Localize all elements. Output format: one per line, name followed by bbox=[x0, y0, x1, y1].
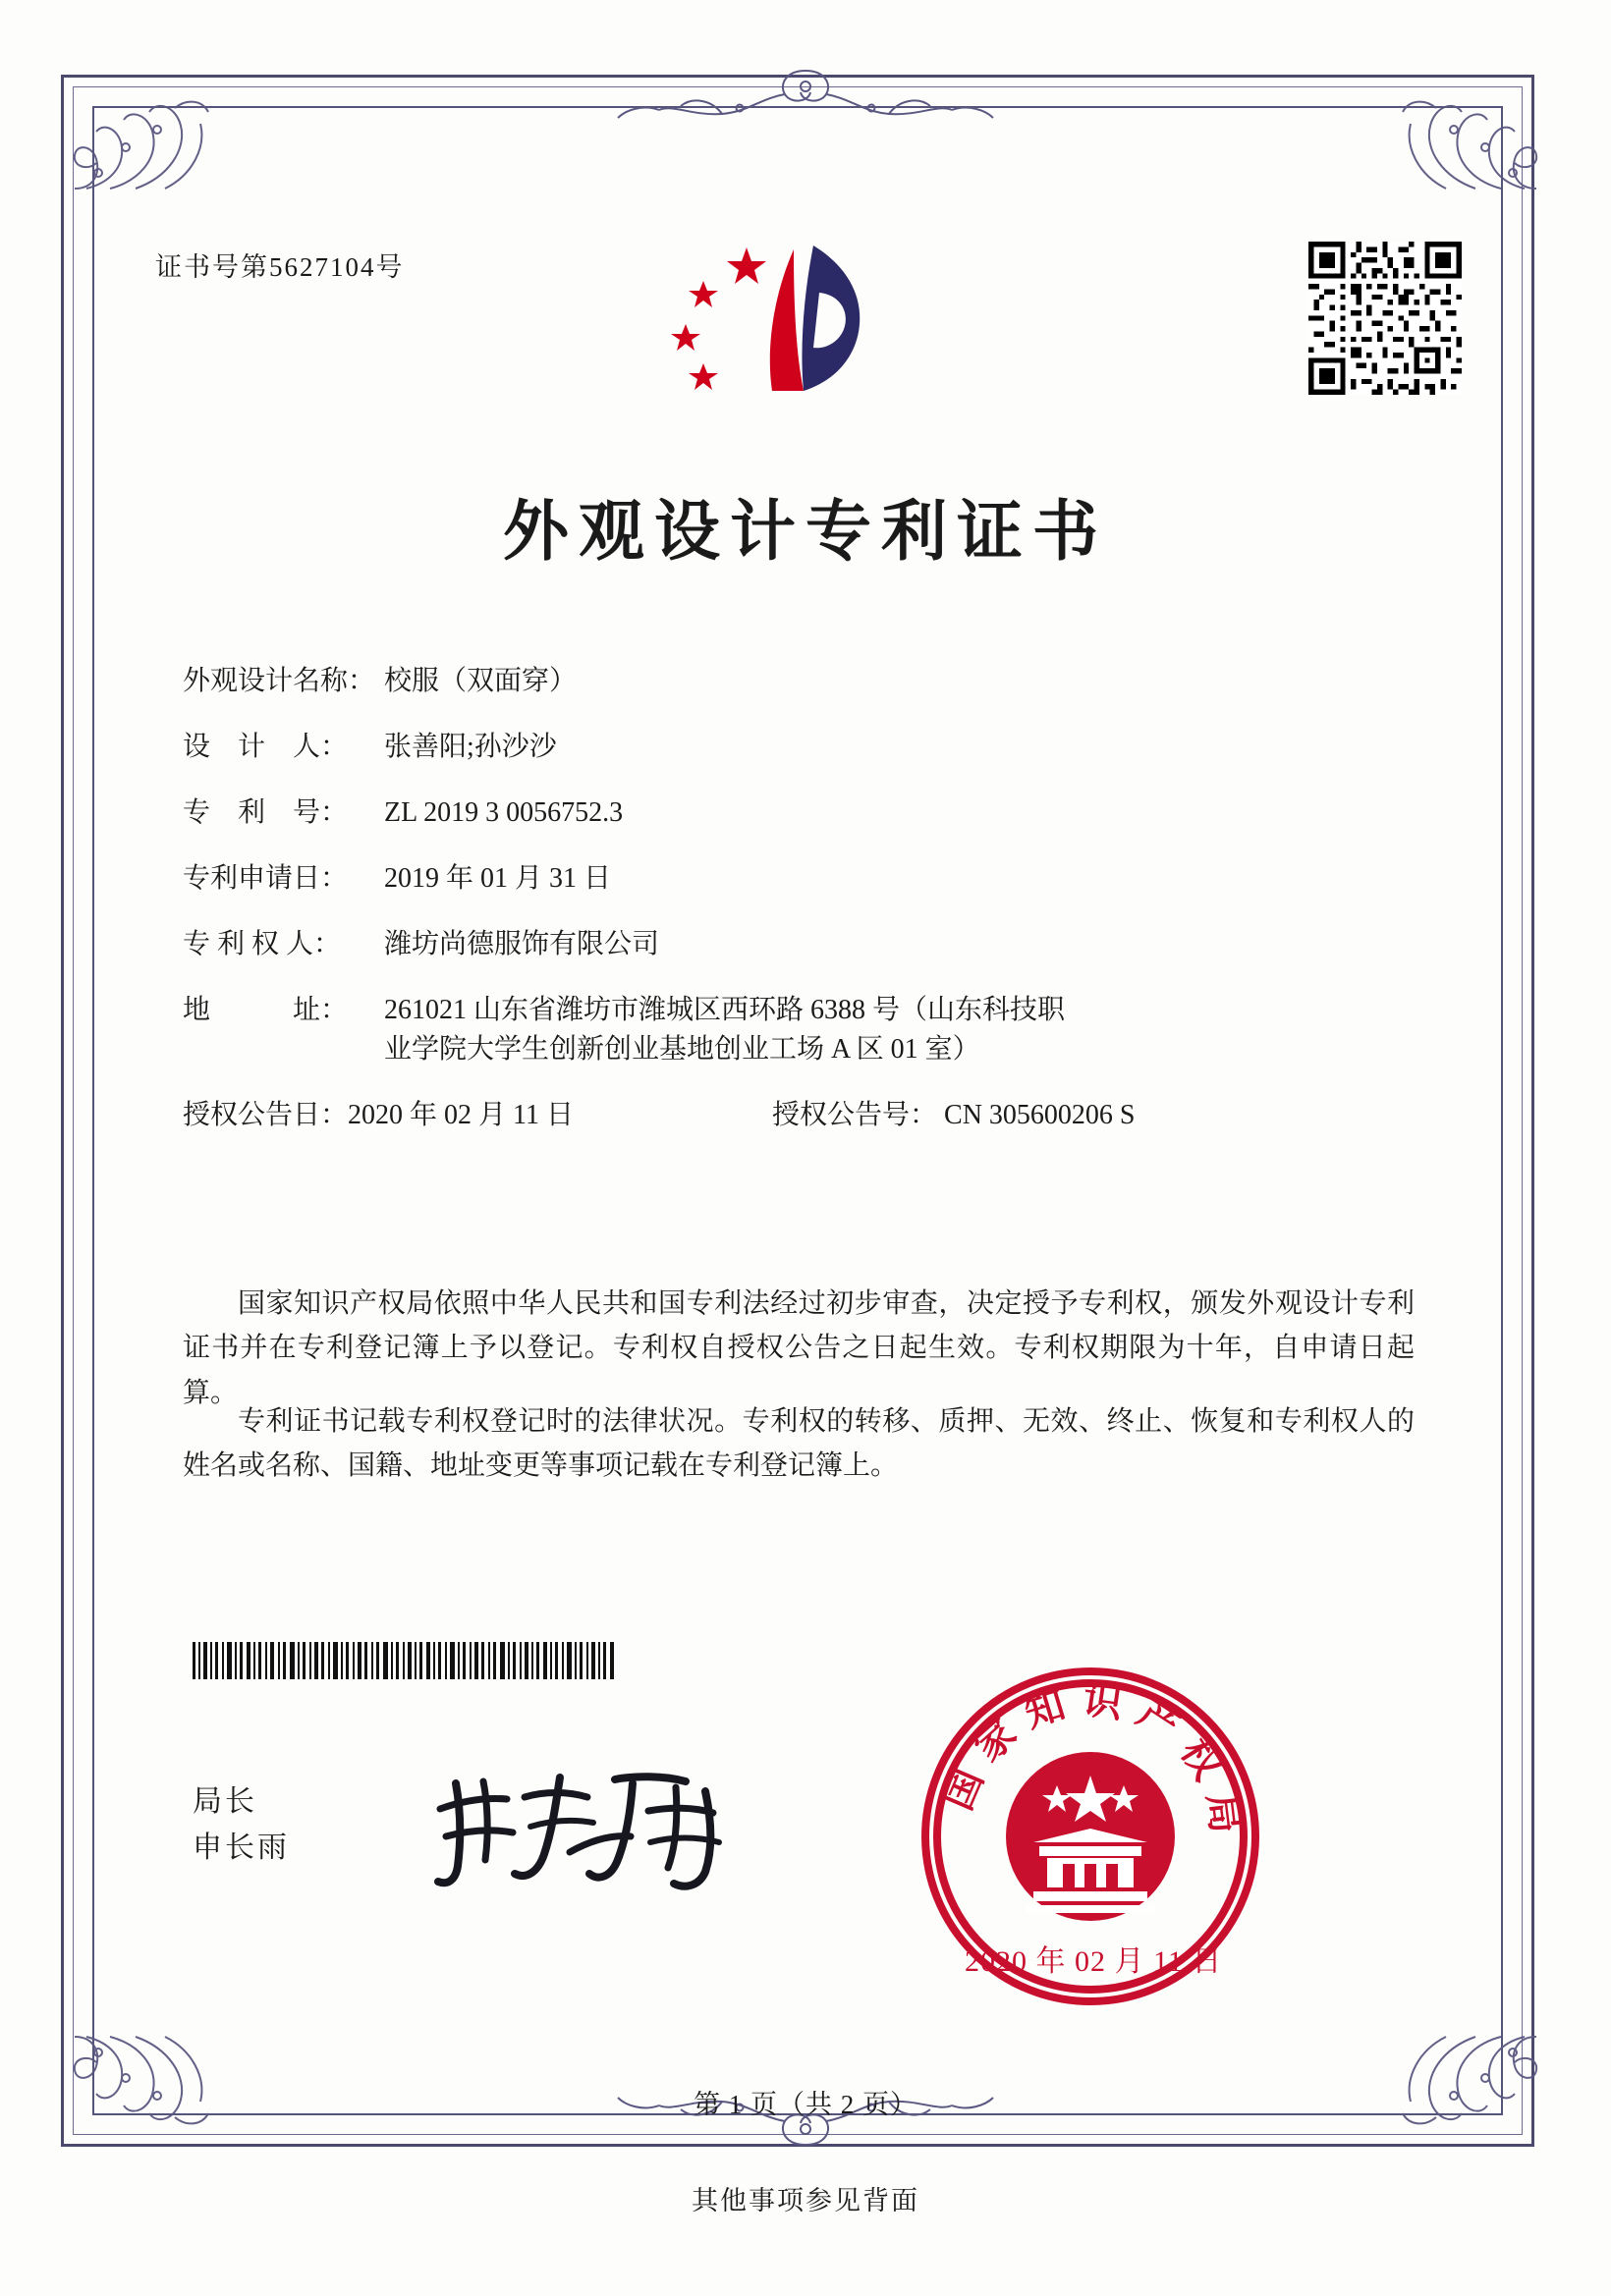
field-value bbox=[384, 997, 1411, 1064]
field-label: 专 利 权 人： bbox=[183, 929, 342, 959]
field-label: 设 计 人： bbox=[183, 732, 349, 762]
signature-title: 局长 bbox=[193, 1785, 257, 1818]
cnipa-logo-icon bbox=[656, 234, 872, 401]
field-grant-announcement bbox=[183, 1102, 1411, 1129]
announcement-number-value: CN 305600206 S bbox=[944, 1100, 1136, 1130]
announcement-date-value: 2020 年 02 月 11 日 bbox=[348, 1100, 574, 1130]
address-line-1: 261021 山东省潍坊市潍城区西环路 6388 号（山东科技职 bbox=[384, 995, 1066, 1025]
field-value: 张善阳;孙沙沙 bbox=[384, 732, 557, 762]
qr-code-icon bbox=[1308, 242, 1462, 395]
svg-text:国家知识产权局: 国家知识产权局 bbox=[935, 1676, 1250, 1849]
field-designer bbox=[183, 734, 1411, 761]
field-value: 校服（双面穿） bbox=[384, 666, 578, 696]
handwritten-signature-icon bbox=[422, 1758, 756, 1895]
field-label: 专 利 号： bbox=[183, 797, 349, 828]
address-line-2: 业学院大学生创新创业基地创业工场 A 区 01 室） bbox=[384, 1034, 980, 1065]
field-label: 专利申请日： bbox=[183, 863, 349, 894]
paragraph-text: 国家知识产权局依照中华人民共和国专利法经过初步审查，决定授予专利权，颁发外观设计专利证书并在专利登记簿上予以登记。专利权自授权公告之日起生效。专利权期限为十年，自申请日起算。 bbox=[183, 1288, 1415, 1408]
field-list bbox=[183, 668, 1411, 1155]
corner-ornament-icon bbox=[1397, 79, 1544, 196]
announcement-date-label: 授权公告日： bbox=[183, 1100, 349, 1130]
field-label: 外观设计名称： bbox=[183, 666, 376, 696]
announcement-number bbox=[772, 1102, 1411, 1129]
field-patentee bbox=[183, 931, 1411, 958]
page-number: 第 1 页（共 2 页） bbox=[694, 2090, 917, 2119]
field-label: 地 址： bbox=[183, 995, 349, 1025]
certificate-number: 证书号第5627104号 bbox=[155, 252, 405, 282]
back-side-note: 其他事项参见背面 bbox=[692, 2186, 919, 2215]
announcement-date bbox=[183, 1102, 772, 1129]
barcode-icon bbox=[193, 1642, 615, 1679]
seal-date: 2020 年 02 月 11 日 bbox=[965, 1945, 1223, 1978]
paragraph-text: 专利证书记载专利权登记时的法律状况。专利权的转移、质押、无效、终止、恢复和专利权人的姓名或名称、国籍、地址变更等事项记载在专利登记簿上。 bbox=[183, 1406, 1415, 1482]
top-center-ornament-icon bbox=[575, 65, 1036, 122]
field-value: ZL 2019 3 0056752.3 bbox=[384, 797, 624, 828]
field-value: 2019 年 01 月 31 日 bbox=[384, 863, 612, 894]
signature-block bbox=[193, 1779, 290, 1871]
legal-paragraph-1 bbox=[183, 1282, 1415, 1415]
field-design-name bbox=[183, 668, 1411, 695]
legal-paragraph-2 bbox=[183, 1399, 1415, 1489]
corner-ornament-icon bbox=[67, 79, 214, 196]
signature-name: 申长雨 bbox=[193, 1831, 290, 1864]
field-patent-number bbox=[183, 799, 1411, 827]
announcement-number-label: 授权公告号： bbox=[772, 1100, 938, 1130]
field-value: 潍坊尚德服饰有限公司 bbox=[384, 929, 660, 959]
page-title: 外观设计专利证书 bbox=[503, 496, 1108, 569]
field-address bbox=[183, 997, 1411, 1064]
field-application-date bbox=[183, 865, 1411, 893]
